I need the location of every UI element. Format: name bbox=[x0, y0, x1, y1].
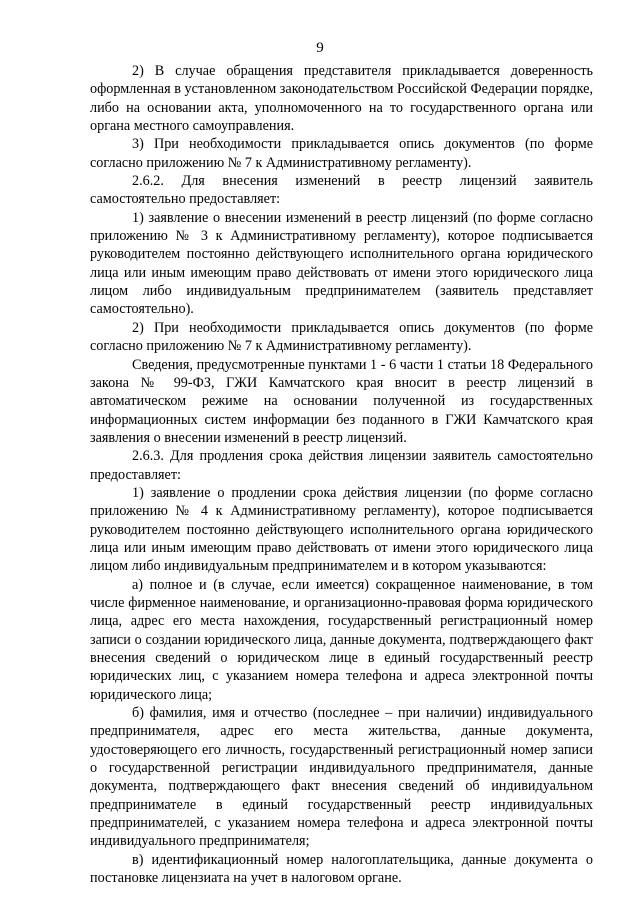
paragraph: 2) В случае обращения представителя прикладывается доверенность оформленная в установленном законодательством Российской Федерации порядке, либо на основании акта, уполномоченного на то государственного органа или органа местного самоуправления. bbox=[90, 63, 593, 135]
paragraph: 1) заявление о внесении изменений в реестр лицензий (по форме согласно приложению № 3 к Административному регламенту), которое подписывается руководителем постоянно действующего исполнительного органа юридического лица или иным имеющим право действовать от имени этого юридического лица лицом либо индивидуальным предпринимателем (заявитель представляет самостоятельно). bbox=[90, 209, 593, 318]
paragraph: в) идентификационный номер налогоплательщика, данные документа о постановке лицензиата на учет в налоговом органе. bbox=[90, 851, 593, 887]
paragraph: 2.6.3. Для продления срока действия лицензии заявитель самостоятельно предоставляет: bbox=[90, 448, 593, 483]
paragraph: Сведения, предусмотренные пунктами 1 - 6 части 1 статьи 18 Федерального закона № 99-ФЗ, ГЖИ Камчатского края вносит в реестр лицензий в автоматическом режиме на основании полученной из государственных информационных систем информации без поданного в ГЖИ Камчатского края заявления о внесении изменений в реестр лицензий. bbox=[90, 356, 593, 446]
paragraph: 1) заявление о продлении срока действия лицензии (по форме согласно приложению № 4 к Административному регламенту), которое подписывается руководителем постоянно действующего исполнительного органа юридического лица или иным имеющим право действовать от имени этого юридического лица лицом либо индивидуальным предпринимателем и в котором указываются: bbox=[90, 484, 593, 575]
paragraph: 3) При необходимости прикладывается опись документов (по форме согласно приложению № 7 к Административному регламенту). bbox=[90, 136, 593, 171]
page-number: 9 bbox=[316, 40, 324, 56]
document-body bbox=[90, 62, 593, 887]
paragraph: а) полное и (в случае, если имеется) сокращенное наименование, в том числе фирменное наименование, и организационно-правовая форма юридического лица, адрес его места нахождения, государственный регистрационный номер записи о создании юридического лица, данные документа, подтверждающего факт внесения сведений о юридическом лице в единый государственный реестр юридических лиц, с указанием номера телефона и адреса электронной почты юридического лица; bbox=[90, 576, 593, 703]
paragraph: 2.6.2. Для внесения изменений в реестр лицензий заявитель самостоятельно предоставляет: bbox=[90, 173, 593, 208]
paragraph: б) фамилия, имя и отчество (последнее – при наличии) индивидуального предпринимателя, адрес его места жительства, данные документа, удостоверяющего его личность, государственный регистрационный номер записи о государственной регистрации индивидуального предпринимателя, данные документа, подтверждающего факт внесения сведений об индивидуальном предпринимателе в единый государственный реестр индивидуальных предпринимателей, с указанием номера телефона и адреса электронной почты индивидуального предпринимателя; bbox=[90, 705, 593, 850]
paragraph: 2) При необходимости прикладывается опись документов (по форме согласно приложению № 7 к Административному регламенту). bbox=[90, 319, 593, 355]
